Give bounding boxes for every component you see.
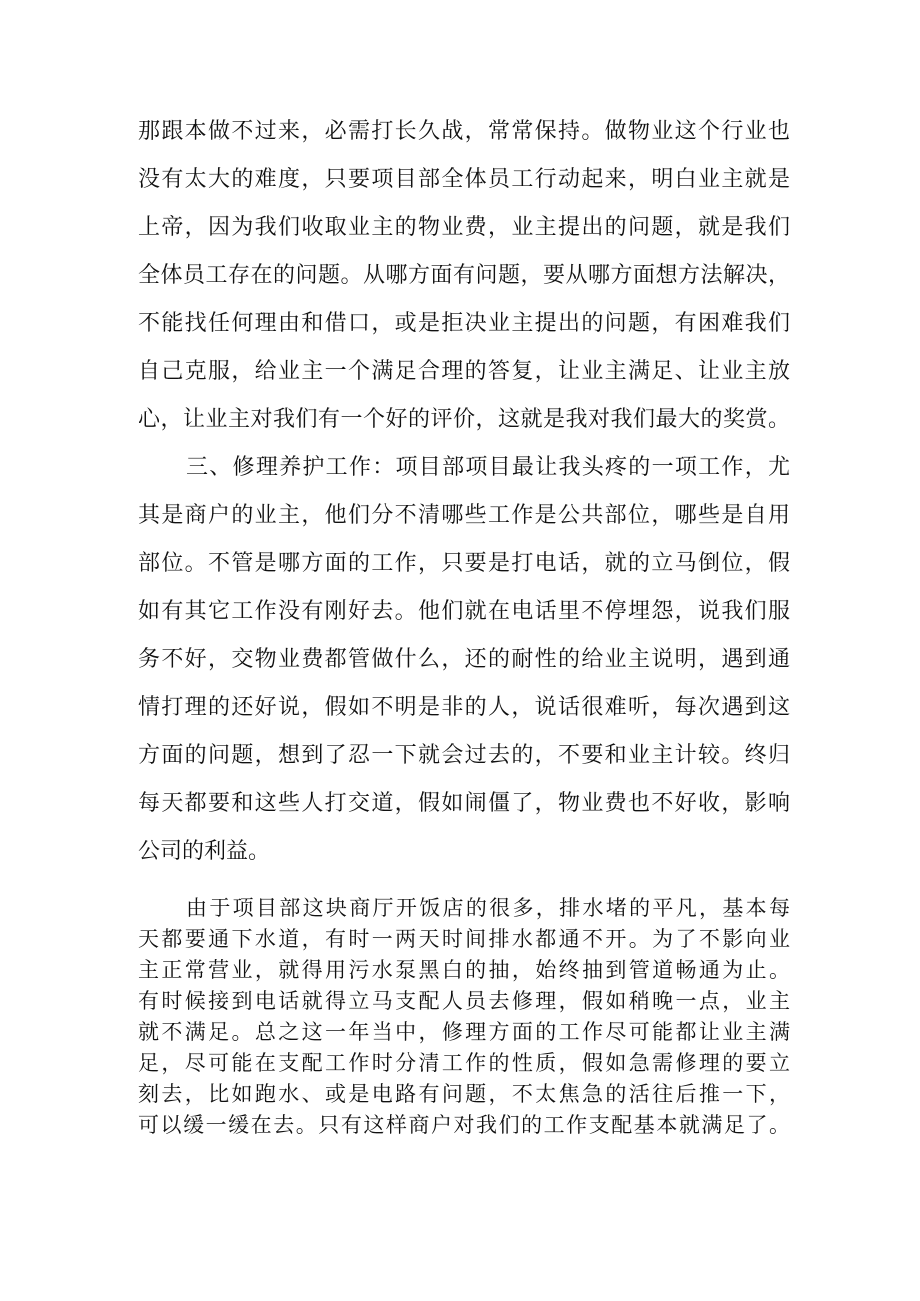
paragraph-2 bbox=[138, 444, 790, 876]
paragraph-line: 情打理的还好说，假如不明是非的人，说话很难听，每次遇到这 bbox=[138, 695, 790, 720]
paragraph-line: 那跟本做不过来，必需打长久战，常常保持。做物业这个行业也 bbox=[138, 119, 790, 144]
paragraph-line: 有时候接到电话就得立马支配人员去修理，假如稍晚一点，业主 bbox=[138, 989, 790, 1013]
paragraph-line: 不能找任何理由和借口，或是拒决业主提出的问题，有困难我们 bbox=[138, 311, 790, 336]
paragraph-line: 心，让业主对我们有一个好的评价，这就是我对我们最大的奖赏。 bbox=[138, 407, 790, 432]
paragraph-line: 上帝，因为我们收取业主的物业费，业主提出的问题，就是我们 bbox=[138, 215, 790, 240]
paragraph-3 bbox=[138, 893, 790, 1141]
paragraph-line: 部位。不管是哪方面的工作，只要是打电话，就的立马倒位，假 bbox=[138, 551, 790, 576]
text-block-upper bbox=[138, 108, 790, 876]
paragraph-line: 刻去，比如跑水、或是电路有问题，不太焦急的活往后推一下， bbox=[138, 1082, 790, 1106]
paragraph-line: 如有其它工作没有刚好去。他们就在电话里不停埋怨，说我们服 bbox=[138, 599, 790, 624]
paragraph-line: 公司的利益。 bbox=[138, 839, 271, 864]
paragraph-line: 由于项目部这块商厅开饭店的很多，排水堵的平凡，基本每 bbox=[186, 896, 790, 920]
paragraph-line: 就不满足。总之这一年当中，修理方面的工作尽可能都让业主满 bbox=[138, 1020, 790, 1044]
paragraph-line: 天都要通下水道，有时一两天时间排水都通不开。为了不影向业 bbox=[138, 927, 790, 951]
paragraph-line: 其是商户的业主，他们分不清哪些工作是公共部位，哪些是自用 bbox=[138, 503, 790, 528]
paragraph-line: 自己克服，给业主一个满足合理的答复，让业主满足、让业主放 bbox=[138, 359, 790, 384]
paragraph-line: 主正常营业，就得用污水泵黑白的抽，始终抽到管道畅通为止。 bbox=[138, 958, 790, 982]
paragraph-line: 没有太大的难度，只要项目部全体员工行动起来，明白业主就是 bbox=[138, 167, 790, 192]
paragraph-line: 全体员工存在的问题。从哪方面有问题，要从哪方面想方法解决， bbox=[138, 263, 790, 288]
paragraph-line: 每天都要和这些人打交道，假如闹僵了，物业费也不好收，影响 bbox=[138, 791, 790, 816]
paragraph-line: 三、修理养护工作：项目部项目最让我头疼的一项工作，尤 bbox=[186, 455, 790, 480]
paragraph-line: 足，尽可能在支配工作时分清工作的性质，假如急需修理的要立 bbox=[138, 1051, 790, 1075]
paragraph-1 bbox=[138, 108, 790, 444]
paragraph-line: 可以缓一缓在去。只有这样商户对我们的工作支配基本就满足了。 bbox=[138, 1113, 790, 1137]
paragraph-line: 方面的问题，想到了忍一下就会过去的，不要和业主计较。终归 bbox=[138, 743, 790, 768]
paragraph-line: 务不好，交物业费都管做什么，还的耐性的给业主说明，遇到通 bbox=[138, 647, 790, 672]
